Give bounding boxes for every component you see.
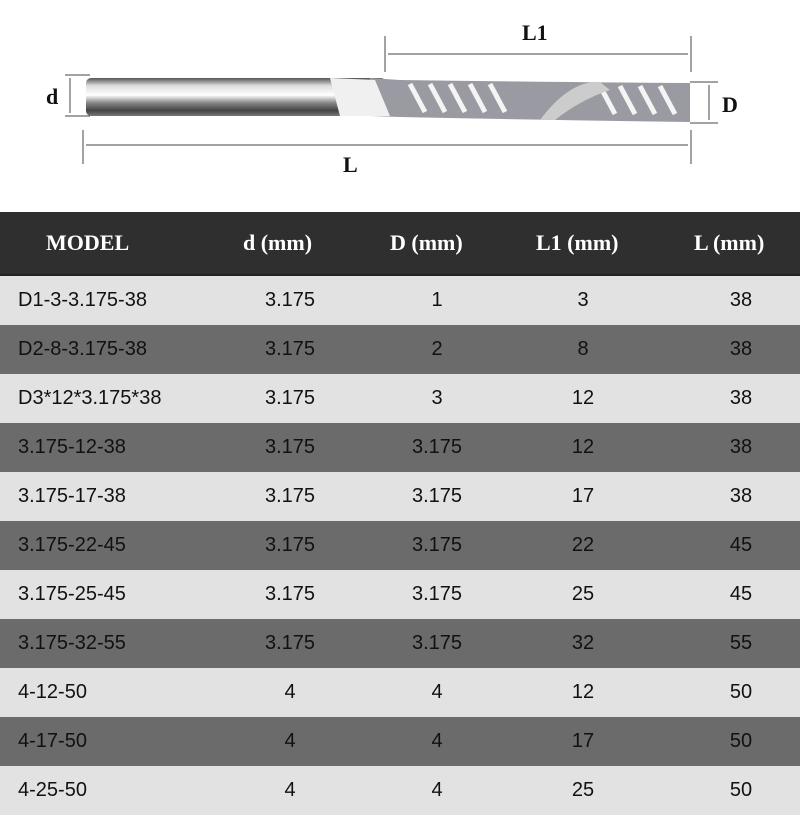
overall-length-cell: 50 [729, 730, 753, 752]
cutting-diameter-cell: 3.175 [411, 534, 463, 556]
model-cell: 3.175-32-55 [18, 632, 126, 654]
model-cell: 4-12-50 [18, 681, 87, 703]
cutting-diameter-cell: 3.175 [411, 436, 463, 458]
end-mill-diagram [0, 0, 800, 212]
overall-length-cell: 38 [729, 485, 753, 507]
cutting-diameter-cell: 3.175 [411, 583, 463, 605]
table-body [0, 276, 800, 815]
header-model: MODEL [46, 230, 130, 255]
shank-diameter-cell: 3.175 [264, 534, 316, 556]
table-row [0, 619, 800, 668]
cutting-diameter-cell: 3.175 [411, 632, 463, 654]
table-row [0, 276, 800, 325]
cutting-diameter-cell: 3 [431, 387, 443, 409]
flute-length-cell: 12 [571, 436, 595, 458]
model-cell: 3.175-12-38 [18, 436, 126, 458]
shank-diameter-cell: 3.175 [264, 436, 316, 458]
flute-length-cell: 32 [571, 632, 595, 654]
model-cell: 4-25-50 [18, 779, 87, 801]
table-row [0, 766, 800, 815]
overall-length-cell: 50 [729, 779, 753, 801]
cutting-diameter-cell: 4 [431, 681, 443, 703]
table-row [0, 374, 800, 423]
big-d-dimension-label: D [722, 92, 738, 117]
model-cell: 3.175-22-45 [18, 534, 126, 556]
shank-diameter-cell: 4 [284, 730, 296, 752]
flute-length-cell: 25 [571, 779, 595, 801]
flute-length-cell: 17 [571, 730, 595, 752]
table-row [0, 423, 800, 472]
flute-length-cell: 17 [571, 485, 595, 507]
spec-table [0, 212, 800, 815]
overall-length-cell: 38 [729, 387, 753, 409]
end-mill-drawing [0, 0, 800, 212]
shank-diameter-cell: 4 [284, 779, 296, 801]
table-header [0, 212, 800, 276]
flute-length-cell: 3 [577, 289, 589, 311]
cutting-diameter-cell: 4 [431, 779, 443, 801]
overall-length-cell: 45 [729, 583, 753, 605]
flute-length-cell: 22 [571, 534, 595, 556]
l-dimension-label: L [343, 152, 358, 177]
overall-length-cell: 55 [729, 632, 753, 654]
flute-length-cell: 12 [571, 387, 595, 409]
header-big-d: D (mm) [390, 230, 463, 255]
shank-diameter-cell: 3.175 [264, 338, 316, 360]
table-row [0, 668, 800, 717]
model-cell: 3.175-17-38 [18, 485, 126, 507]
model-cell: 3.175-25-45 [18, 583, 126, 605]
model-cell: D3*12*3.175*38 [18, 387, 162, 409]
table-row [0, 521, 800, 570]
shank-diameter-cell: 3.175 [264, 289, 316, 311]
header-l1: L1 (mm) [536, 230, 619, 255]
table-row [0, 717, 800, 766]
overall-length-cell: 38 [729, 338, 753, 360]
model-cell: 4-17-50 [18, 730, 87, 752]
table-row [0, 472, 800, 521]
model-cell: D2-8-3.175-38 [18, 338, 147, 360]
shank-diameter-cell: 3.175 [264, 632, 316, 654]
shank-diameter-cell: 4 [284, 681, 296, 703]
header-d: d (mm) [243, 230, 313, 255]
table-row [0, 325, 800, 374]
cutting-diameter-cell: 4 [431, 730, 443, 752]
overall-length-cell: 50 [729, 681, 753, 703]
flute-length-cell: 25 [571, 583, 595, 605]
model-cell: D1-3-3.175-38 [18, 289, 147, 311]
d-dimension-label: d [46, 84, 59, 109]
flute-length-cell: 8 [577, 338, 589, 360]
shank-diameter-cell: 3.175 [264, 583, 316, 605]
header-l: L (mm) [694, 230, 765, 255]
overall-length-cell: 38 [729, 289, 753, 311]
table-row [0, 570, 800, 619]
l1-dimension-label: L1 [522, 20, 548, 45]
overall-length-cell: 38 [729, 436, 753, 458]
cutting-diameter-cell: 2 [431, 338, 443, 360]
cutting-diameter-cell: 1 [431, 289, 443, 311]
flute-length-cell: 12 [571, 681, 595, 703]
shank-diameter-cell: 3.175 [264, 387, 316, 409]
overall-length-cell: 45 [729, 534, 753, 556]
cutting-diameter-cell: 3.175 [411, 485, 463, 507]
shank-diameter-cell: 3.175 [264, 485, 316, 507]
